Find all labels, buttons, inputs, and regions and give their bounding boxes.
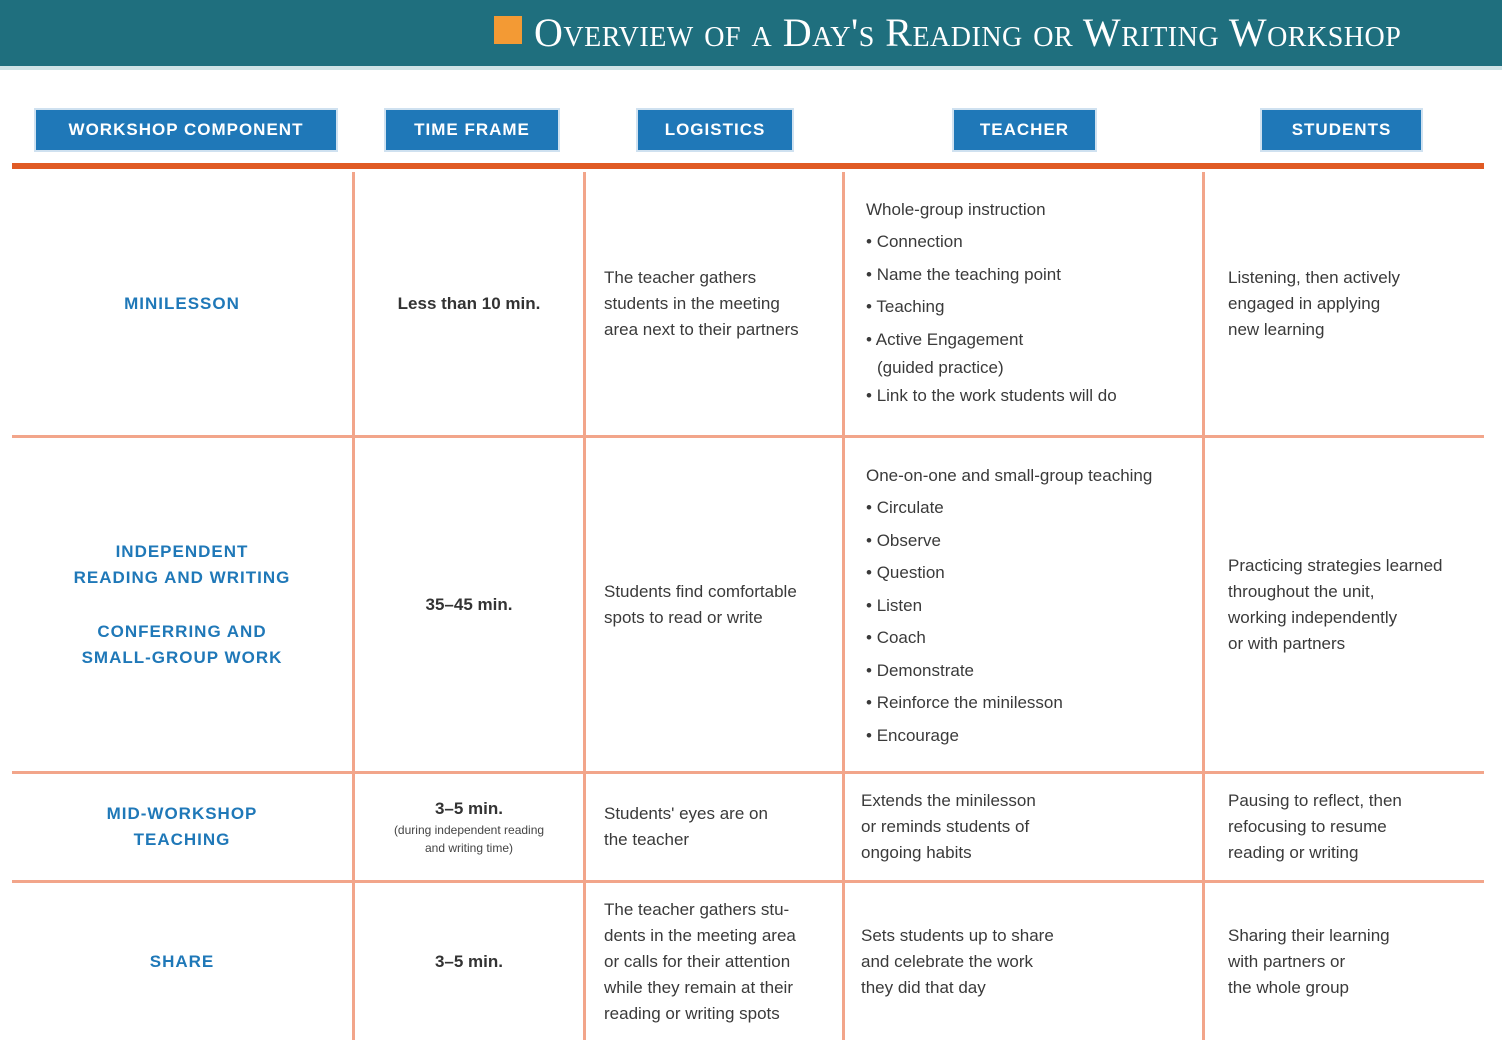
text-line: dents in the meeting area xyxy=(604,925,796,945)
text-line: the whole group xyxy=(1228,977,1349,997)
bullet-note: (guided practice) xyxy=(877,358,1004,377)
students-cell xyxy=(1228,883,1490,1040)
text-line: The teacher gathers stu- xyxy=(604,899,790,919)
bullet-text: Listen xyxy=(876,595,923,615)
text-line: refocusing to resume xyxy=(1228,817,1387,836)
teacher-cell xyxy=(861,774,1197,880)
text-line: with partners or xyxy=(1228,951,1346,971)
bullet-text: Name the teaching point xyxy=(876,264,1061,284)
teacher-cell xyxy=(866,194,1196,419)
header-workshop-component: WORKSHOP COMPONENT xyxy=(34,108,338,152)
component-label: CONFERRING AND xyxy=(97,621,267,641)
bullet-text: Reinforce the minilesson xyxy=(876,693,1063,712)
teacher-intro: Whole-group instruction xyxy=(866,200,1046,219)
text-line: and celebrate the work xyxy=(861,951,1033,971)
text-line: spots to read or write xyxy=(604,607,763,627)
bullet-item xyxy=(866,380,1196,413)
text-line: engaged in applying xyxy=(1228,293,1381,313)
table-row-independent-component xyxy=(12,438,352,771)
text-line: working independently xyxy=(1228,607,1398,627)
text-line: The teacher gathers xyxy=(604,267,757,287)
students-cell xyxy=(1228,774,1490,880)
table-row-minilesson-component xyxy=(12,172,352,435)
text-line: Pausing to reflect, then xyxy=(1228,791,1402,810)
text-line: Sharing their learning xyxy=(1228,925,1390,945)
text-line: Students' eyes are on xyxy=(604,804,768,823)
teacher-intro: One-on-one and small-group teaching xyxy=(866,466,1153,485)
bullet-text: Demonstrate xyxy=(876,660,975,680)
column-divider xyxy=(583,172,586,1040)
table-row-mid-workshop-component xyxy=(12,774,352,880)
bullet-item xyxy=(866,557,1200,590)
teacher-cell xyxy=(866,460,1200,760)
column-divider xyxy=(1202,172,1205,1040)
bullet-item xyxy=(866,655,1200,688)
component-label: READING AND WRITING xyxy=(73,567,291,587)
bullet-text: Question xyxy=(876,563,945,582)
text-line: students in the meeting xyxy=(604,293,780,313)
logistics-cell xyxy=(604,172,840,435)
text-line: Sets students up to share xyxy=(861,925,1054,945)
time-value: 3–5 min. xyxy=(434,799,504,818)
component-label: TEACHING xyxy=(133,830,231,849)
bullet-item xyxy=(866,590,1200,623)
text-line: new learning xyxy=(1228,319,1325,339)
header-students: STUDENTS xyxy=(1260,108,1423,152)
text-line: Listening, then actively xyxy=(1228,267,1400,287)
time-frame-cell xyxy=(355,883,583,1040)
component-label: INDEPENDENT xyxy=(115,541,249,561)
text-line: throughout the unit, xyxy=(1228,581,1375,601)
header-teacher: TEACHER xyxy=(952,108,1097,152)
bullet-item xyxy=(866,226,1196,259)
header-logistics: LOGISTICS xyxy=(636,108,794,152)
time-note: and writing time) xyxy=(424,841,514,855)
component-label: SMALL-GROUP WORK xyxy=(81,647,283,667)
banner-stripe xyxy=(0,66,1502,70)
time-frame-cell xyxy=(355,172,583,435)
students-cell xyxy=(1228,438,1494,771)
text-line: area next to their partners xyxy=(604,319,799,339)
table-row-share-component xyxy=(12,883,352,1040)
bullet-text: Link to the work students will do xyxy=(876,386,1117,405)
bullet-item xyxy=(866,291,1196,324)
time-frame-cell xyxy=(355,774,583,880)
bullet-text: Encourage xyxy=(876,725,959,745)
text-line: while they remain at their xyxy=(604,977,793,997)
header-time-frame: TIME FRAME xyxy=(384,108,560,152)
text-line: or calls for their attention xyxy=(604,951,791,971)
time-value: 35–45 min. xyxy=(425,594,513,614)
component-label: MINILESSON xyxy=(124,293,240,313)
bullet-text: Active Engagement xyxy=(875,329,1024,349)
bullet-text: Circulate xyxy=(876,498,944,517)
bullet-item xyxy=(866,622,1200,655)
time-note: (during independent reading xyxy=(393,823,545,837)
header-divider xyxy=(12,163,1484,169)
students-cell xyxy=(1228,172,1490,435)
text-line: Practicing strategies learned xyxy=(1228,555,1443,575)
text-line: or reminds students of xyxy=(861,817,1030,836)
text-line: Extends the minilesson xyxy=(861,791,1036,810)
text-line: or with partners xyxy=(1228,633,1346,653)
bullet-text: Coach xyxy=(876,628,926,647)
bullet-item xyxy=(866,525,1200,558)
teacher-cell xyxy=(861,883,1197,1040)
text-line: the teacher xyxy=(604,830,690,849)
time-frame-cell xyxy=(355,438,583,771)
component-label: SHARE xyxy=(149,951,215,971)
time-value: 3–5 min. xyxy=(434,951,504,971)
bullet-item xyxy=(866,324,1196,381)
logistics-cell xyxy=(604,438,840,771)
bullet-item xyxy=(866,720,1200,753)
text-line: reading or writing xyxy=(1228,843,1359,862)
logistics-cell xyxy=(604,883,840,1040)
bullet-text: Connection xyxy=(876,232,963,251)
bullet-item xyxy=(866,259,1196,292)
logistics-cell xyxy=(604,774,840,880)
bullet-item xyxy=(866,687,1200,720)
bullet-item xyxy=(866,492,1200,525)
bullet-text: Teaching xyxy=(876,297,945,316)
component-label: MID-WORKSHOP xyxy=(106,804,258,823)
page-title: Overview of a Day's Reading or Writing Workshop xyxy=(534,10,1402,55)
text-line: Students find comfortable xyxy=(604,581,797,601)
text-line: they did that day xyxy=(861,977,986,997)
text-line: ongoing habits xyxy=(861,843,972,862)
column-divider xyxy=(842,172,845,1040)
text-line: reading or writing spots xyxy=(604,1003,780,1023)
bullet-text: Observe xyxy=(876,530,941,550)
time-value: Less than 10 min. xyxy=(397,293,541,313)
orange-square-icon xyxy=(494,16,522,44)
